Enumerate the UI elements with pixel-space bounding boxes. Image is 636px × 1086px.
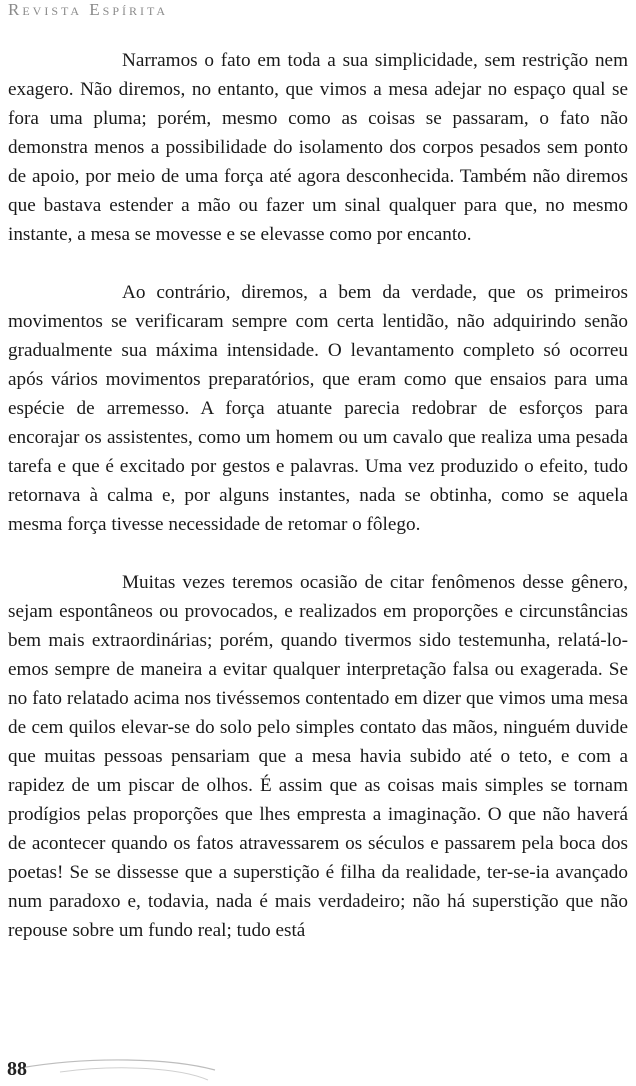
paragraph-3: Muitas vezes teremos ocasião de citar fenômenos desse gênero, sejam espontâneos ou provocados, e realizados em proporções e circunstâncias bem mais extraordinárias; porém, quando tivermos sido testemunha, relatá-lo-emos sempre de maneira a evitar qualquer interpretação falsa ou exagerada. Se no fato relatado acima nos tivéssemos contentado em dizer que vimos uma mesa de cem quilos elevar-se do solo pelo simples contato das mãos, ninguém duvide que muitas pessoas pensariam que a mesa havia subido até o teto, e com a rapidez de um piscar de olhos. É assim que as coisas mais simples se tornam prodígios pelas proporções que lhes empresta a imaginação. O que não haverá de acontecer quando os fatos atravessarem os séculos e passarem pela boca dos poetas! Se se dissesse que a superstição é filha da realidade, ter-se-ia avançado num paradoxo e, todavia, nada é mais verdadeiro; não há superstição que não repouse sobre um fundo real; tudo está (8, 572, 628, 941)
running-header-title: Revista Espírita (8, 0, 169, 19)
page-footer (0, 1048, 636, 1086)
paragraph-2: Ao contrário, diremos, a bem da verdade, que os primeiros movimentos se verificaram sempre com certa lentidão, não adquirindo senão gradualmente sua máxima intensidade. O levantamento completo só ocorreu após vários movimentos preparatórios, que eram como que ensaios para uma espécie de arremesso. A força atuante parecia redobrar de esforços para encorajar os assistentes, como um homem ou um cavalo que realiza uma pesada tarefa e que é excitado por gestos e palavras. Uma vez produzido o efeito, tudo retornava à calma e, por alguns instantes, nada se obtinha, como se aquela mesma força tivesse necessidade de retomar o fôlego. (8, 282, 628, 535)
decorative-swoosh-icon (0, 1048, 636, 1086)
page-number: 88 (7, 1058, 27, 1080)
body-text (8, 46, 628, 945)
paragraph-1: Narramos o fato em toda a sua simplicidade, sem restrição nem exagero. Não diremos, no entanto, que vimos a mesa adejar no espaço qual se fora uma pluma; porém, mesmo como as coisas se passaram, o fato não demonstra menos a possibilidade do isolamento dos corpos pesados sem ponto de apoio, por meio de uma força até agora desconhecida. Também não diremos que bastava estender a mão ou fazer um sinal qualquer para que, no mesmo instante, a mesa se movesse e se elevasse como por encanto. (8, 50, 628, 245)
